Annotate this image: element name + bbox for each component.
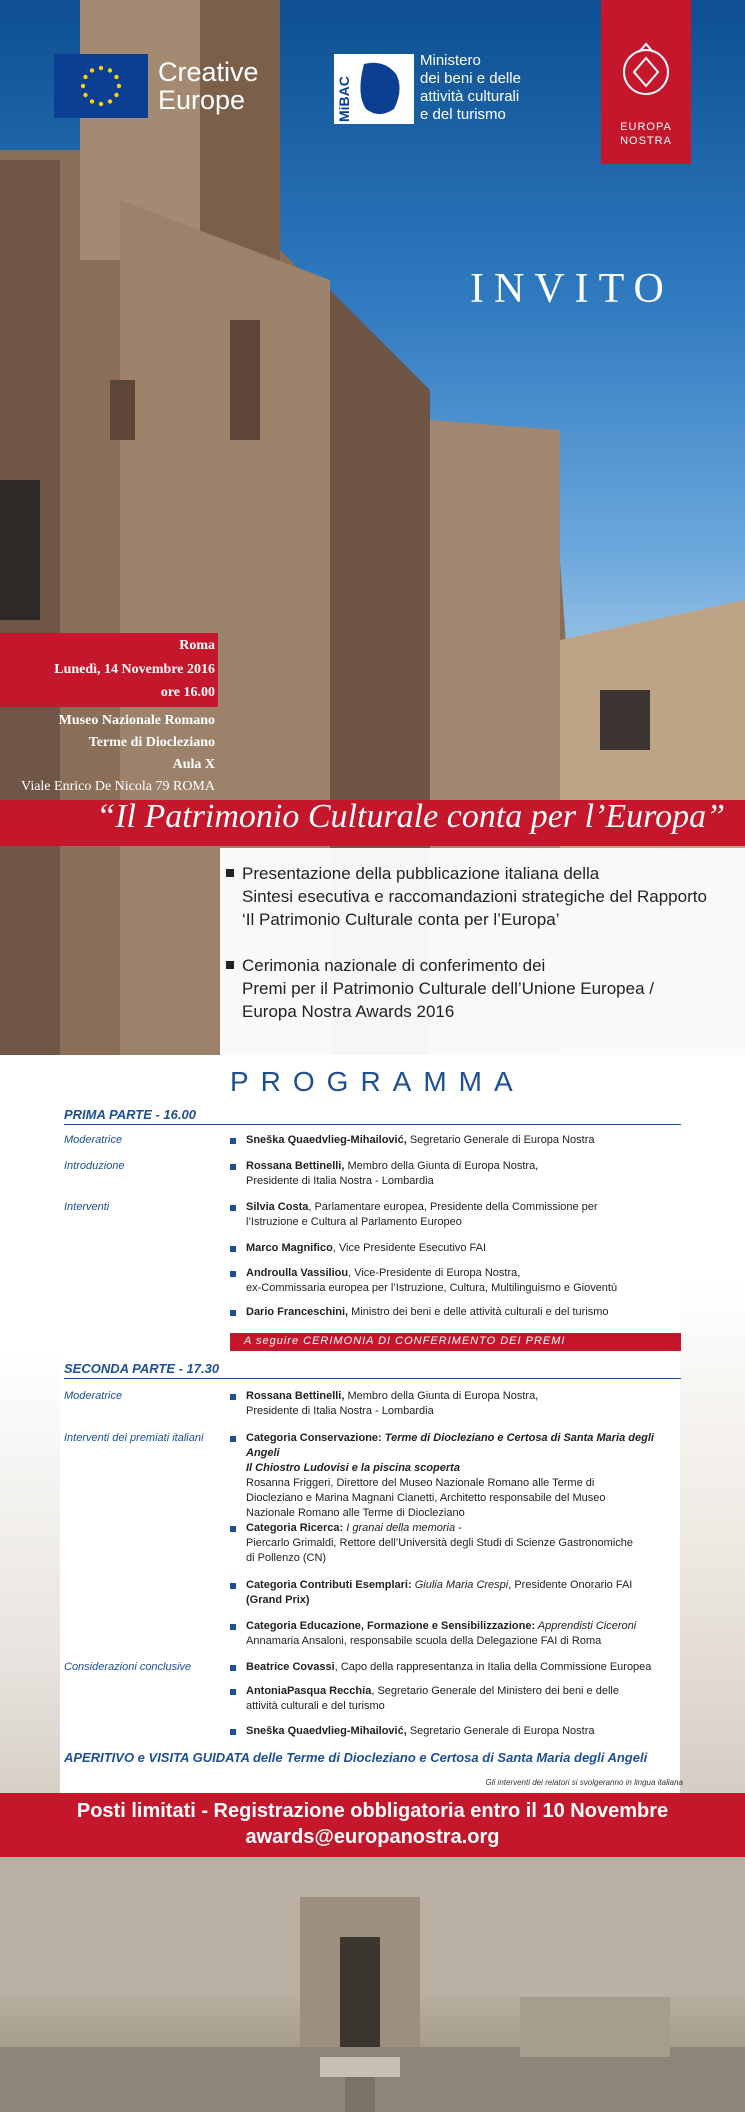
venue-line: Museo Nazionale Romano (58, 713, 215, 728)
cloister-illustration (0, 1857, 745, 2112)
bullet-icon (230, 1271, 236, 1277)
prima-parte-heading: PRIMA PARTE - 16.00 (64, 1107, 196, 1122)
mibac-text-line: attività culturali (420, 88, 520, 105)
label-introduzione: Introduzione (64, 1160, 125, 1172)
event-title: “Il Patrimonio Culturale conta per l’Europa” (96, 798, 725, 835)
bullet-icon (226, 869, 234, 877)
bullet-line: ‘Il Patrimonio Culturale conta per l’Europa’ (242, 910, 560, 929)
label-moderatrice: Moderatrice (64, 1134, 123, 1146)
eu-stars-icon (54, 54, 148, 118)
bullet-line: Cerimonia nazionale di conferimento dei (242, 956, 546, 975)
label-interventi: Interventi (64, 1201, 110, 1213)
programme-entry: Silvia Costa, Parlamentare europea, Presidente della Commissione per l’Istruzione e Cultura al Parlamento Europeo (230, 1200, 690, 1230)
programme-entry: Dario Franceschini, Ministro dei beni e delle attività culturali e del turismo (230, 1305, 690, 1320)
programme-entry: Categoria Conservazione: Terme di Diocleziano e Certosa di Santa Maria degli Angeli Il Chiostro Ludovisi e la piscina scoperta Rosanna Friggeri, Direttore del Museo Nazionale Romano alle Terme di Diocleziano e Marina Magnani Cianetti, Architetto responsabile del Museo Nazionale Romano alle Terme di Diocleziano (230, 1431, 690, 1521)
bullet-icon (230, 1436, 236, 1442)
bullet-line: Europa Nostra Awards 2016 (242, 1002, 455, 1021)
programme-entry: Sneška Quaedvlieg-Mihailović, Segretario Generale di Europa Nostra (230, 1724, 690, 1739)
bullet-icon (230, 1246, 236, 1252)
mibac-text-line: e del turismo (420, 106, 506, 123)
seconda-parte-heading: SECONDA PARTE - 17.30 (64, 1361, 220, 1376)
programma-heading: PROGRAMMA (230, 1066, 525, 1097)
europa-nostra-emblem-icon (601, 0, 691, 110)
en-text-line: NOSTRA (620, 135, 672, 147)
registration-text: Posti limitati - Registrazione obbligatoria entro il 10 Novembre (76, 1800, 669, 1822)
programme-entry: Beatrice Covassi, Capo della rappresentanza in Italia della Commissione Europea (230, 1660, 690, 1675)
mibac-letters: MiBAC (336, 76, 352, 122)
europa-nostra-text (601, 120, 691, 148)
bullet-line: Premi per il Patrimonio Culturale dell’Unione Europea / (242, 979, 654, 998)
bullet-line: Sintesi esecutiva e raccomandazioni strategiche del Rapporto (242, 887, 707, 906)
programme-entry: Sneška Quaedvlieg-Mihailović, Segretario Generale di Europa Nostra (230, 1133, 690, 1148)
venue-line: Aula X (172, 757, 215, 772)
mibac-text (420, 52, 570, 124)
programme-entry: Categoria Contributi Esemplari: Giulia Maria Crespi, Presidente Onorario FAI (Grand Prix) (230, 1578, 690, 1608)
en-text-line: EUROPA (620, 121, 672, 133)
registration-email[interactable]: awards@europanostra.org (245, 1826, 500, 1848)
section-divider (64, 1124, 681, 1125)
bullet-icon (230, 1205, 236, 1211)
label-considerazioni: Considerazioni conclusive (64, 1661, 192, 1673)
language-note: Gli interventi dei relatori si svolgeranno in lingua italiana (485, 1778, 683, 1787)
bullet-icon (230, 1729, 236, 1735)
invito-heading: INVITO (470, 266, 674, 312)
programme-entry: Categoria Ricerca: I granai della memoria - Piercarlo Grimaldi, Rettore dell’Università degli Studi di Scienze Gastronomiche di Pollenzo (CN) (230, 1521, 690, 1566)
mibac-text-line: Ministero (420, 52, 481, 69)
venue-line: Terme di Diocleziano (88, 735, 215, 750)
ruin-decoration (0, 1350, 60, 1850)
eu-text-line: Europe (158, 85, 246, 115)
bullet-line: Presentazione della pubblicazione italiana della (242, 864, 600, 883)
event-date: Lunedì, 14 Novembre 2016 (54, 662, 215, 677)
programme-entry: Androulla Vassiliou, Vice-Presidente di Europa Nostra, ex-Commissaria europea per l’Istruzione, Cultura, Multilinguismo e Gioventù (230, 1266, 690, 1296)
bullet-icon (230, 1665, 236, 1671)
footer-photo (0, 1857, 745, 2112)
bullet-icon (230, 1310, 236, 1316)
programme-entry: AntoniaPasqua Recchia, Segretario Generale del Ministero dei beni e delle attività culturali e del turismo (230, 1684, 690, 1714)
event-time: ore 16.00 (160, 685, 215, 700)
mibac-text-line: dei beni e delle (420, 70, 521, 87)
bullet-icon (226, 961, 234, 969)
bullet-icon (230, 1689, 236, 1695)
eu-text-line: Creative (158, 57, 259, 87)
programme-entry: Categoria Educazione, Formazione e Sensibilizzazione: Apprendisti Ciceroni Annamaria Ansaloni, responsabile scuola della Delegazione FAI di Roma (230, 1619, 690, 1649)
bullet-icon (230, 1138, 236, 1144)
bullet-icon (230, 1624, 236, 1630)
bullet-icon (230, 1526, 236, 1532)
presentation-bullet (226, 862, 707, 931)
creative-europe-logo-text (158, 58, 298, 114)
programme-entry: Rossana Bettinelli, Membro della Giunta di Europa Nostra, Presidente di Italia Nostra - Lombardia (230, 1389, 690, 1419)
label-premiati: Interventi dei premiati italiani (64, 1432, 204, 1444)
aperitivo-line: APERITIVO e VISITA GUIDATA delle Terme di Diocleziano e Certosa di Santa Maria degli Angeli (64, 1750, 648, 1765)
label-moderatrice: Moderatrice (64, 1390, 123, 1402)
bullet-icon (230, 1583, 236, 1589)
section-divider (64, 1378, 681, 1379)
bullet-icon (230, 1164, 236, 1170)
venue-address: Viale Enrico De Nicola 79 ROMA (21, 779, 215, 794)
event-city: Roma (179, 638, 215, 653)
bullet-icon (230, 1394, 236, 1400)
programme-entry: Rossana Bettinelli, Membro della Giunta di Europa Nostra, Presidente di Italia Nostra - Lombardia (230, 1159, 690, 1189)
ceremony-text: A seguire CERIMONIA DI CONFERIMENTO DEI PREMI (244, 1335, 566, 1347)
eu-flag-logo (54, 54, 148, 118)
programme-entry: Marco Magnifico, Vice Presidente Esecutivo FAI (230, 1241, 690, 1256)
ceremony-bullet (226, 954, 654, 1023)
